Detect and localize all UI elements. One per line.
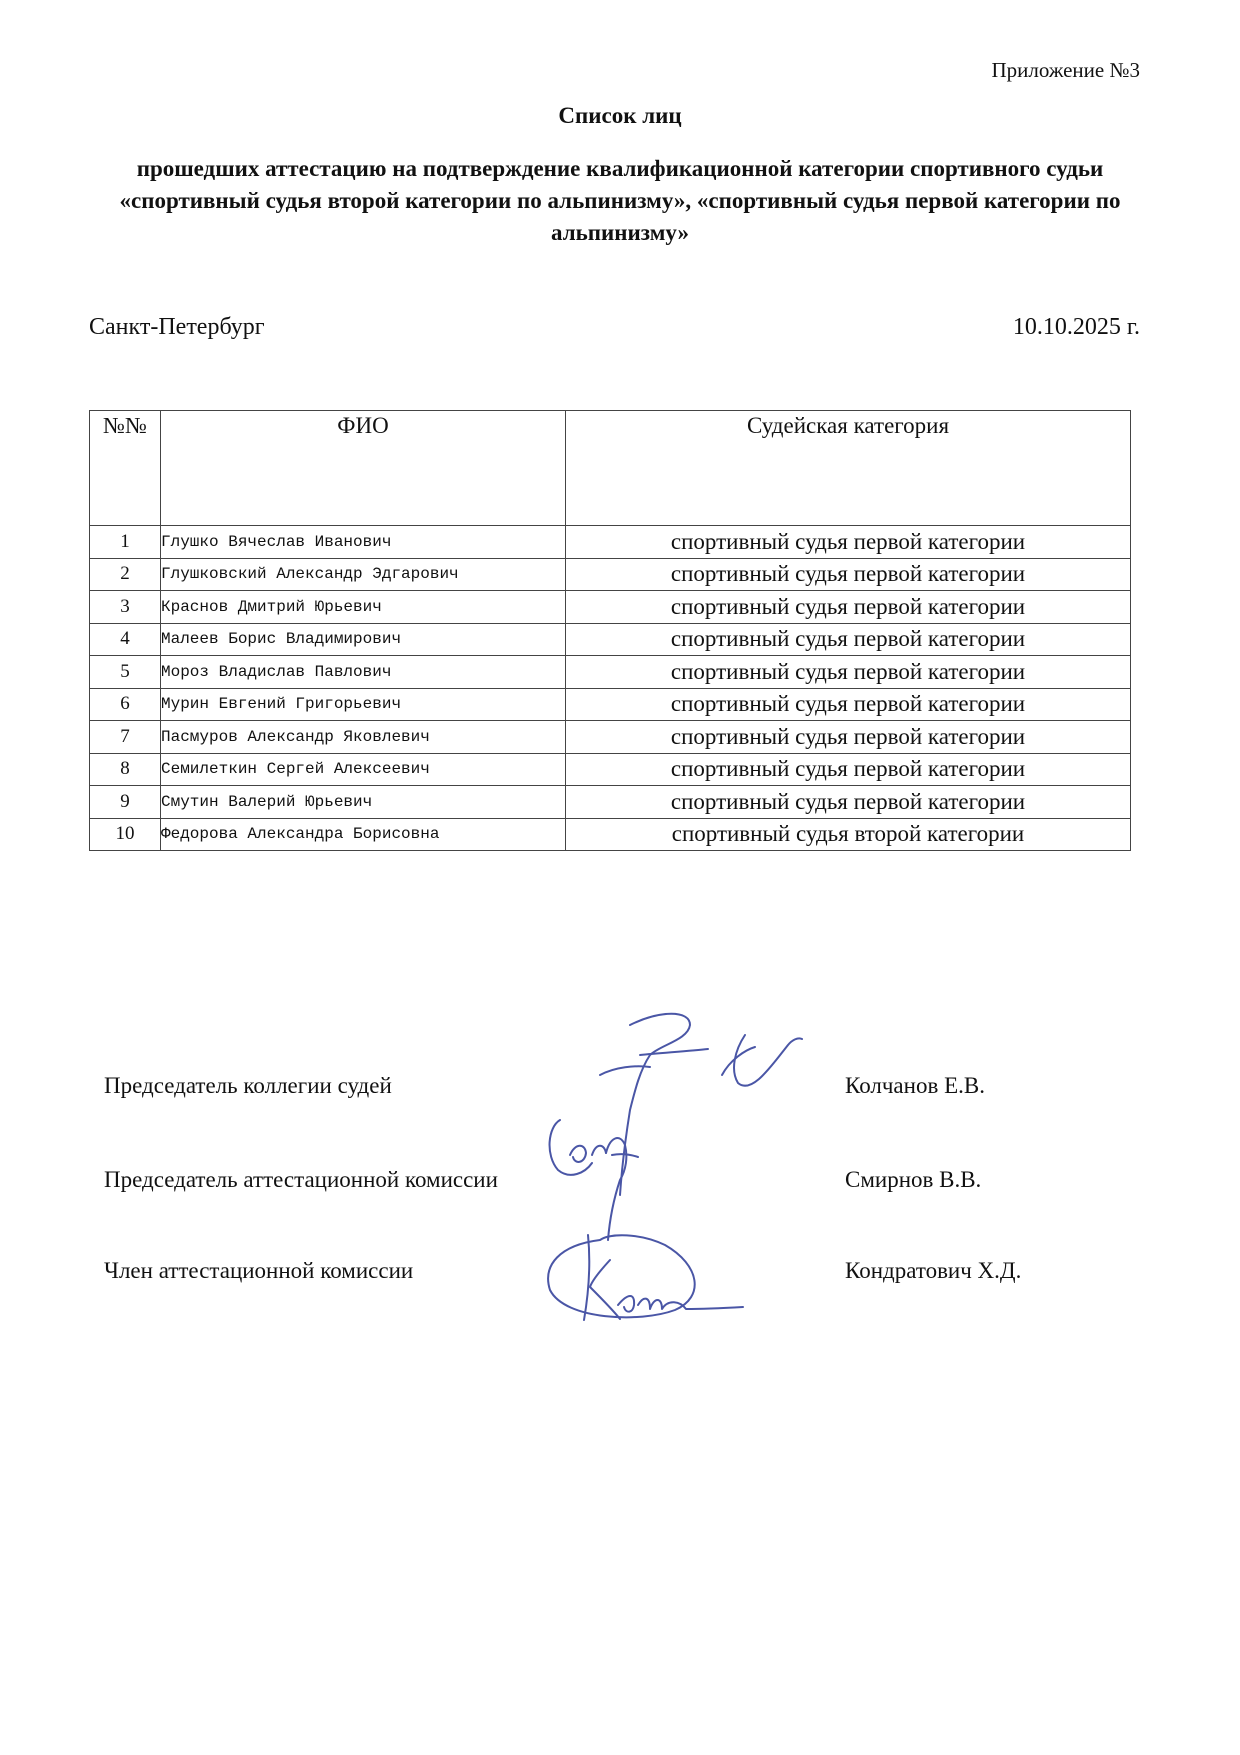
row-category: спортивный судья первой категории: [566, 591, 1131, 624]
row-name: Малеев Борис Владимирович: [161, 623, 566, 656]
table-row: [90, 721, 1131, 754]
header-num: №№: [90, 411, 161, 526]
table-row: [90, 786, 1131, 819]
row-category: спортивный судья первой категории: [566, 786, 1131, 819]
signatures-graphic: [540, 1005, 840, 1325]
row-num: 10: [90, 818, 161, 851]
row-name: Глушковский Александр Эдгарович: [161, 558, 566, 591]
signatory-role-commission-member: Член аттестационной комиссии: [104, 1258, 414, 1283]
row-category: спортивный судья первой категории: [566, 558, 1131, 591]
row-name: Мороз Владислав Павлович: [161, 656, 566, 689]
signatory-name-chair-judges: Колчанов Е.В.: [845, 1073, 985, 1098]
row-num: 8: [90, 753, 161, 786]
row-category: спортивный судья второй категории: [566, 818, 1131, 851]
header-name: ФИО: [161, 411, 566, 526]
row-name: Глушко Вячеслав Иванович: [161, 526, 566, 559]
signatory-name-commission-member: Кондратович Х.Д.: [845, 1258, 1022, 1283]
signatory-role-chair-commission: Председатель аттестационной комиссии: [104, 1167, 498, 1192]
table-row: [90, 818, 1131, 851]
row-name: Смутин Валерий Юрьевич: [161, 786, 566, 819]
table-row: [90, 753, 1131, 786]
row-category: спортивный судья первой категории: [566, 656, 1131, 689]
table-row: [90, 526, 1131, 559]
table-header-row: [90, 411, 1131, 526]
row-num: 4: [90, 623, 161, 656]
row-name: Краснов Дмитрий Юрьевич: [161, 591, 566, 624]
row-num: 5: [90, 656, 161, 689]
signature-kolchanov: [600, 1014, 802, 1195]
row-category: спортивный судья первой категории: [566, 753, 1131, 786]
appendix-label: Приложение №3: [991, 58, 1140, 82]
row-category: спортивный судья первой категории: [566, 688, 1131, 721]
row-name: Семилеткин Сергей Алексеевич: [161, 753, 566, 786]
document-date: 10.10.2025 г.: [1012, 314, 1140, 340]
document-title: Список лиц: [558, 103, 682, 128]
row-num: 2: [90, 558, 161, 591]
row-category: спортивный судья первой категории: [566, 526, 1131, 559]
attestation-table: [89, 410, 1131, 851]
row-num: 6: [90, 688, 161, 721]
row-num: 7: [90, 721, 161, 754]
row-num: 1: [90, 526, 161, 559]
signature-kondratovich: [548, 1235, 743, 1320]
row-name: Федорова Александра Борисовна: [161, 818, 566, 851]
signatory-role-chair-judges: Председатель коллегии судей: [104, 1073, 392, 1098]
row-num: 3: [90, 591, 161, 624]
row-name: Пасмуров Александр Яковлевич: [161, 721, 566, 754]
signature-smirnov: [550, 1120, 638, 1240]
signatory-name-chair-commission: Смирнов В.В.: [845, 1167, 982, 1192]
table-row: [90, 558, 1131, 591]
header-category: Судейская категория: [566, 411, 1131, 526]
row-num: 9: [90, 786, 161, 819]
table-row: [90, 623, 1131, 656]
row-category: спортивный судья первой категории: [566, 721, 1131, 754]
table-row: [90, 656, 1131, 689]
row-category: спортивный судья первой категории: [566, 623, 1131, 656]
document-subtitle: прошедших аттестацию на подтверждение квалификационной категории спортивного судьи «спортивный судья второй категории по альпинизму», «спортивный судья первой категории по альпинизму»: [119, 156, 1121, 245]
table-row: [90, 688, 1131, 721]
city: Санкт-Петербург: [89, 314, 265, 340]
table-row: [90, 591, 1131, 624]
row-name: Мурин Евгений Григорьевич: [161, 688, 566, 721]
